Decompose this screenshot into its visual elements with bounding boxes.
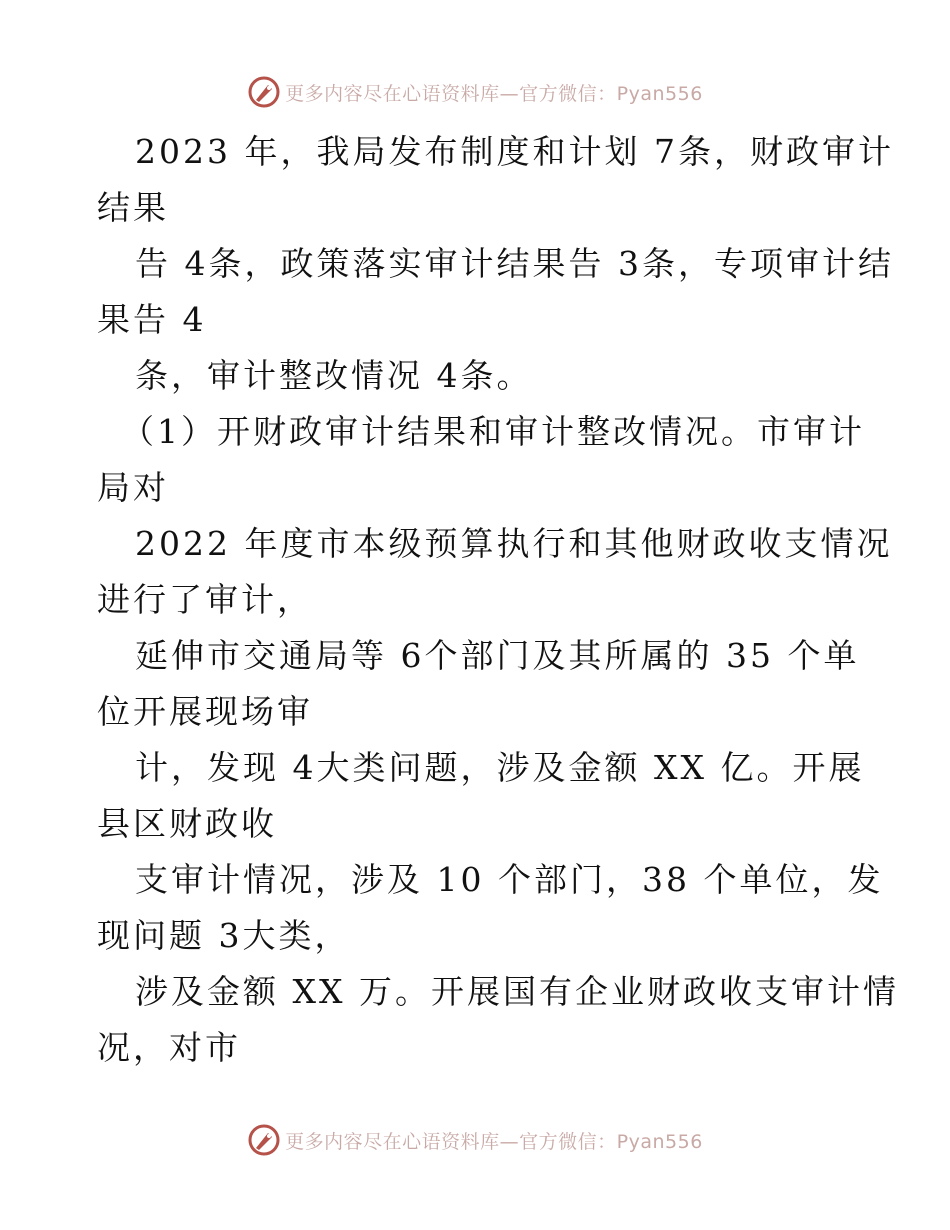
text-line: （1）开财政审计结果和审计整改情况。市审计: [121, 412, 865, 451]
text-line: 2023 年，我局发布制度和计划 7条，财政审计: [135, 132, 894, 171]
text-line: 果告 4: [97, 300, 207, 339]
pen-nib-logo-icon: [247, 1123, 281, 1157]
text-line: 条，审计整改情况 4条。: [135, 356, 533, 395]
text-line: 进行了审计，: [97, 580, 313, 619]
text-line: 位开展现场审: [97, 692, 313, 731]
text-line: 县区财政收: [97, 804, 277, 843]
footer-watermark: [0, 1120, 950, 1160]
pen-nib-logo-icon: [247, 75, 281, 109]
text-line: 2022 年度市本级预算执行和其他财政收支情况: [135, 524, 893, 563]
watermark-text: 更多内容尽在心语资料库—官方微信：Pyan556: [285, 1130, 703, 1153]
text-line: 涉及金额 XX 万。开展国有企业财政收支审计情: [135, 972, 899, 1011]
text-line: 延伸市交通局等 6个部门及其所属的 35 个单: [135, 636, 860, 675]
text-line: 结果: [97, 188, 169, 227]
text-line: 支审计情况，涉及 10 个部门，38 个单位，发: [135, 860, 884, 899]
header-watermark: [0, 72, 950, 112]
text-line: 局对: [97, 468, 169, 507]
text-line: 计，发现 4大类问题，涉及金额 XX 亿。开展: [135, 748, 865, 787]
text-line: 告 4条，政策落实审计结果告 3条，专项审计结: [135, 244, 894, 283]
watermark-text: 更多内容尽在心语资料库—官方微信：Pyan556: [285, 82, 703, 105]
document-body: [97, 124, 899, 1076]
text-line: 况，对市: [97, 1028, 241, 1067]
text-line: 现问题 3大类，: [97, 916, 351, 955]
